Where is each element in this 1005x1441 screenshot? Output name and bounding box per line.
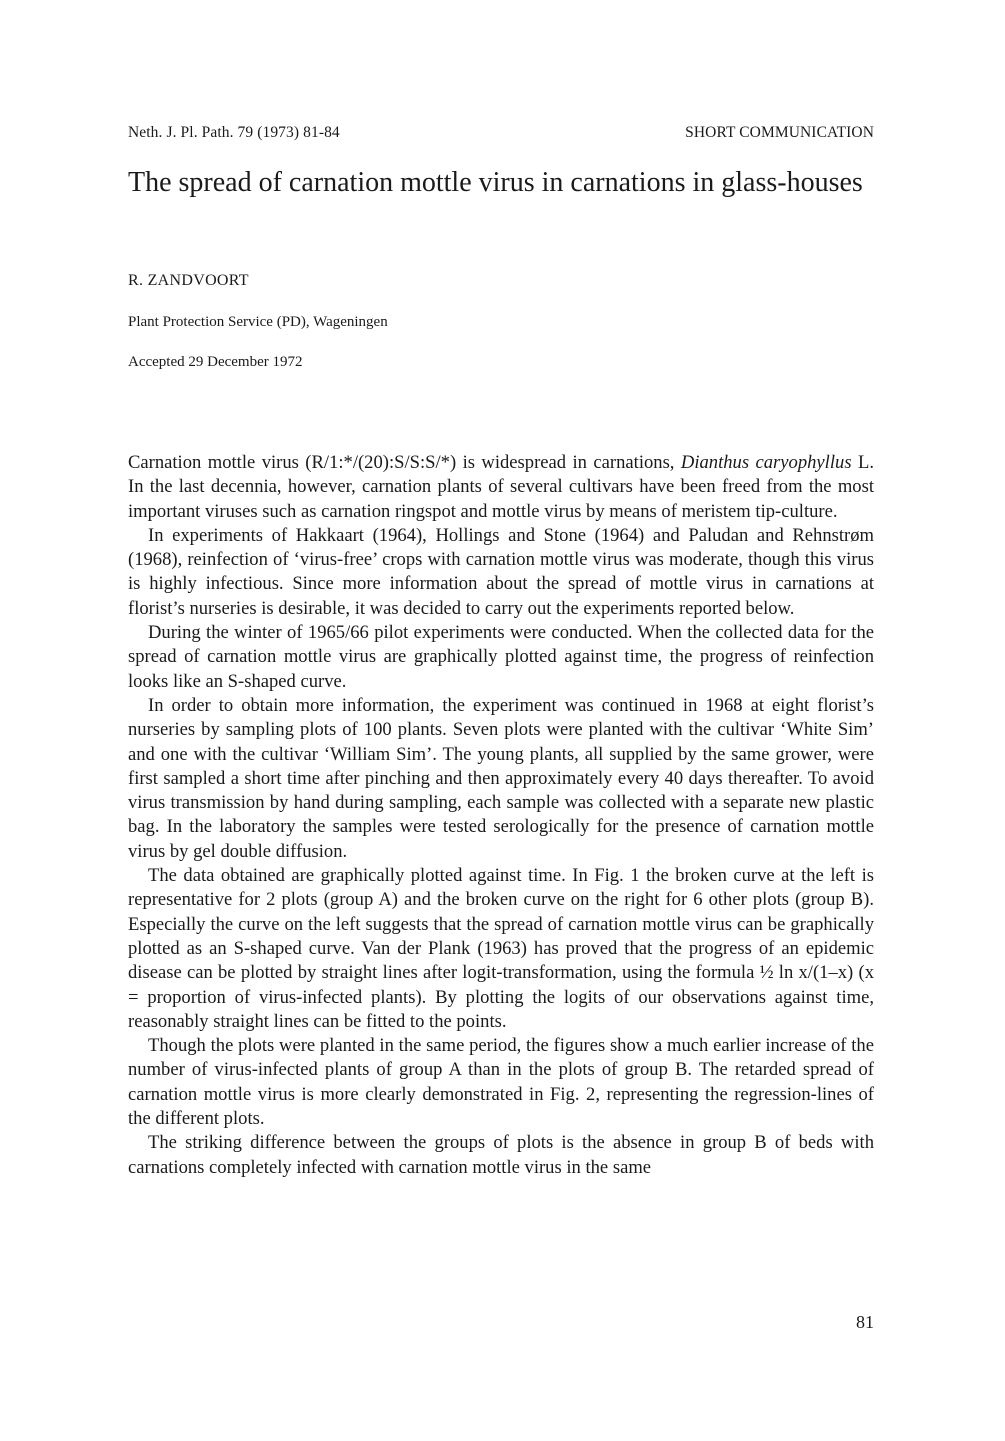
- accepted-date: Accepted 29 December 1972: [128, 354, 303, 370]
- paragraph-2: In experiments of Hakkaart (1964), Hollings and Stone (1964) and Paludan and Rehnstrøm (1968), reinfection of ‘virus-free’ crops with carnation mottle virus was moderate, though this virus is highly infectious. Since more information about the spread of mottle virus in carnations at florist’s nurseries is desirable, it was decided to carry out the experiments reported below.: [128, 524, 874, 619]
- paragraph-3: During the winter of 1965/66 pilot experiments were conducted. When the collected data for the spread of carnation mottle virus are graphically plotted against time, the progress of reinfection looks like an S-shaped curve.: [128, 622, 874, 692]
- article-title: The spread of carnation mottle virus in carnations in glass-houses: [128, 167, 863, 198]
- paragraph-1: [128, 451, 874, 524]
- paragraph-1-end: L. In the last decennia, however, carnation plants of several cultivars have been freed from the most important viruses such as carnation ringspot and mottle virus by means of meristem tip-culture.: [128, 452, 874, 522]
- section-label: SHORT COMMUNICATION: [685, 124, 874, 141]
- paragraph-4: In order to obtain more information, the experiment was continued in 1968 at eight florist’s nurseries by sampling plots of 100 plants. Seven plots were planted with the cultivar ‘White Sim’ and one with the cultivar ‘William Sim’. The young plants, all supplied by the same grower, were first sampled a short time after pinching and then approximately every 40 days thereafter. To avoid virus transmission by hand during sampling, each sample was collected with a separate new plastic bag. In the laboratory the samples were tested serologically for the presence of carnation mottle virus by gel double diffusion.: [128, 694, 874, 862]
- running-head: [128, 124, 874, 142]
- author-name: R. ZANDVOORT: [128, 272, 249, 289]
- journal-citation: Neth. J. Pl. Path. 79 (1973) 81-84: [128, 124, 340, 141]
- author-affiliation: Plant Protection Service (PD), Wageningen: [128, 314, 388, 330]
- paragraph-5: The data obtained are graphically plotted against time. In Fig. 1 the broken curve at the left is representative for 2 plots (group A) and the broken curve on the right for 6 other plots (group B). Especially the curve on the left suggests that the spread of carnation mottle virus can be graphically plotted as an S-shaped curve. Van der Plank (1963) has proved that the progress of an epidemic disease can be plotted by straight lines after logit-transformation, using the formula ½ ln x/(1–x) (x = proportion of virus-infected plants). By plotting the logits of our observations against time, reasonably straight lines can be fitted to the points.: [128, 865, 874, 1032]
- paragraph-7: The striking difference between the groups of plots is the absence in group B of beds with carnations completely infected with carnation mottle virus in the same: [128, 1132, 874, 1178]
- paragraph-1-start: Carnation mottle virus (R/1:*/(20):S/S:S/*) is widespread in carnations,: [128, 452, 681, 473]
- article-body: [128, 451, 874, 1180]
- page-number: 81: [856, 1312, 874, 1332]
- species-name: Dianthus caryophyllus: [680, 452, 852, 473]
- paragraph-6: Though the plots were planted in the same period, the figures show a much earlier increase of the number of virus-infected plants of group A than in the plots of group B. The retarded spread of carnation mottle virus is more clearly demonstrated in Fig. 2, representing the regression-lines of the different plots.: [128, 1035, 874, 1130]
